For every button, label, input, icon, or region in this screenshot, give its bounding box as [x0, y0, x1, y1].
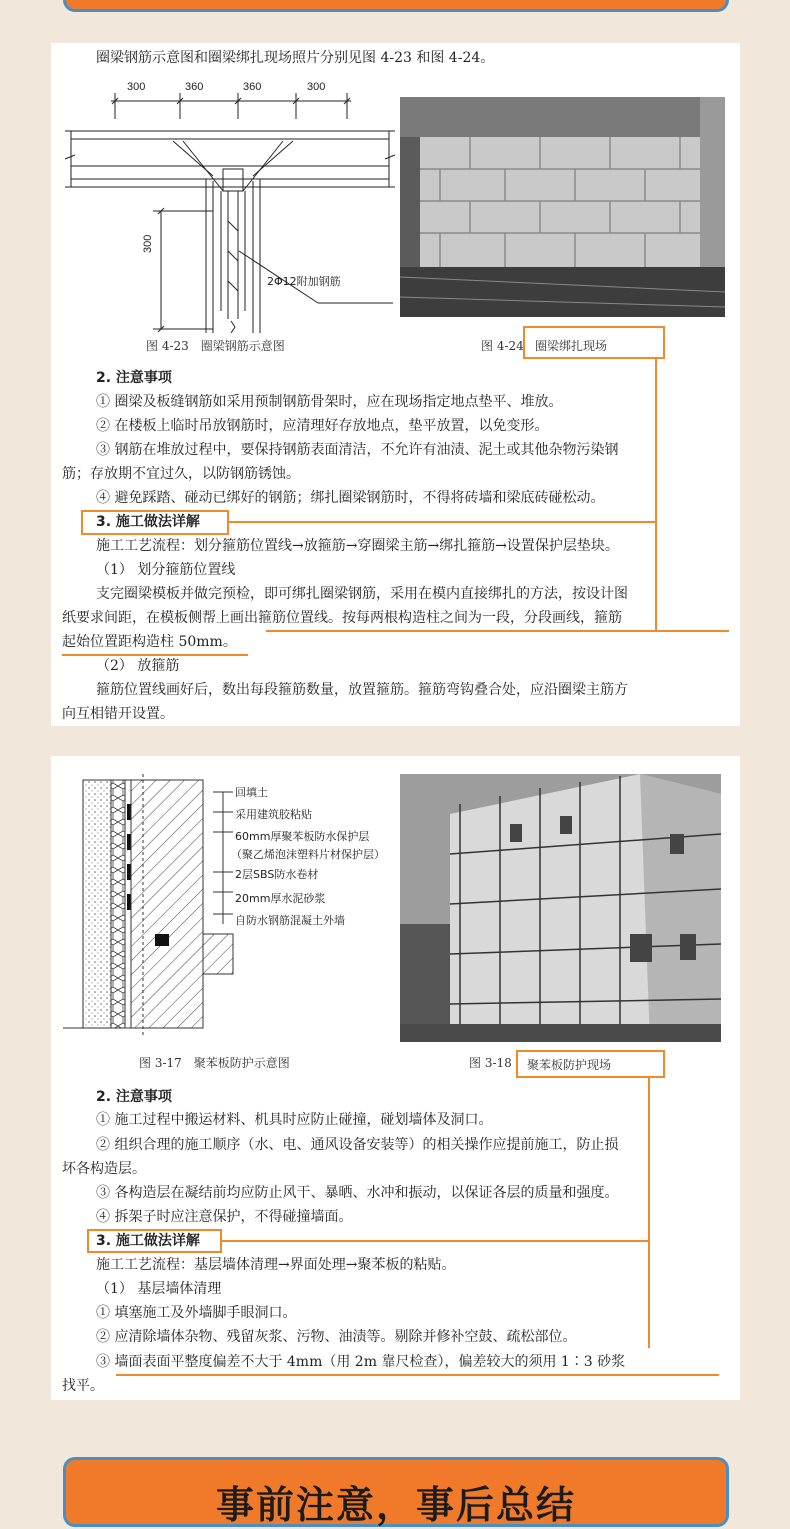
note2-line-3: 坏各构造层。: [62, 1161, 146, 1177]
layer-label-backfill: 回填土: [235, 786, 268, 799]
highlight-connector-vertical: [655, 359, 657, 631]
method-line-3: 支完圈梁模板并做完预检，即可绑扎圈梁钢筋，采用在模内直接绑扎的方法，按设计图: [96, 586, 628, 602]
note-line-5: ④ 避免踩踏、碰动已绑好的钢筋；绑扎圈梁钢筋时，不得将砖墙和梁底砖碰松动。: [96, 490, 605, 506]
fig-4-24-number: 图 4-24: [481, 339, 524, 353]
method-line-4: 纸要求间距，在模板侧帮上画出箍筋位置线。按每两根构造柱之间为一段，分段画线，箍筋: [62, 610, 622, 626]
method-line-6: （2） 放箍筋: [96, 658, 180, 674]
method2-line-6: 找平。: [62, 1378, 104, 1394]
note2-line-1: ① 施工过程中搬运材料、机具时应防止碰撞，碰划墙体及洞口。: [96, 1112, 493, 1128]
banner-title: 事前注意，事后总结: [215, 1483, 576, 1527]
highlight-connector: [222, 1240, 648, 1242]
vertical-dim-label: 300: [142, 234, 154, 253]
text-underline: [266, 630, 729, 632]
highlight-connector: [229, 521, 655, 523]
note-line-2: ② 在楼板上临时吊放钢筋时，应清理好存放地点，垫平放置，以免变形。: [96, 418, 549, 434]
method-line-5: 起始位置距构造柱 50mm。: [62, 634, 237, 650]
intro-text: 圈梁钢筋示意图和圈梁绑扎现场照片分别见图 4-23 和图 4-24。: [96, 50, 495, 66]
fig-3-17-caption: 图 3-17 聚苯板防护示意图: [139, 1056, 290, 1070]
method-line-8: 向互相错开设置。: [62, 706, 174, 722]
note2-line-2: ② 组织合理的施工顺序（水、电、通风设备安装等）的相关操作应提前施工，防止损: [96, 1137, 619, 1153]
note-line-4: 筋；存放期不宜过久，以防钢筋锈蚀。: [62, 466, 300, 482]
method2-line-5: ③ 墙面表面平整度偏差不大于 4mm（用 2m 靠尺检查），偏差较大的须用 1∶3 砂浆: [96, 1354, 626, 1370]
layer-label-wall: 自防水钢筋混凝土外墙: [235, 914, 345, 927]
dim-label-4: 300: [307, 81, 326, 93]
dim-label-2: 360: [185, 81, 204, 93]
layer-label-glue: 采用建筑胶粘贴: [235, 808, 312, 821]
ring-beam-rebar-diagram: [63, 71, 403, 333]
bottom-banner: [63, 1457, 729, 1527]
method-line-7: 箍筋位置线画好后，数出每段箍筋数量，放置箍筋。箍筋弯钩叠合处，应沿圈梁主筋方: [96, 682, 628, 698]
ring-beam-site-photo: [400, 97, 725, 317]
dim-label-3: 360: [243, 81, 262, 93]
method-heading: 3. 施工做法详解: [96, 514, 200, 530]
method-line-1: 施工工艺流程：划分箍筋位置线→放箍筋→穿圈梁主筋→绑扎箍筋→设置保护层垫块。: [96, 538, 619, 554]
text-underline: [62, 654, 248, 656]
fig-3-18-number: 图 3-18: [469, 1056, 512, 1070]
method-line-2: （1） 划分箍筋位置线: [96, 562, 236, 578]
notes-heading: 2. 注意事项: [96, 370, 172, 386]
layer-label-eps: 60mm厚聚苯板防水保护层: [235, 830, 370, 843]
note2-line-4: ③ 各构造层在凝结前均应防止风干、暴晒、水冲和振动，以保证各层的质量和强度。: [96, 1185, 619, 1201]
note-line-3: ③ 钢筋在堆放过程中，要保持钢筋表面清洁，不允许有油渍、泥土或其他杂物污染钢: [96, 442, 619, 458]
layer-label-mortar: 20mm厚水泥砂浆: [235, 892, 326, 905]
fig-4-23-caption: 图 4-23 圈梁钢筋示意图: [146, 339, 285, 353]
document-page-eps-board: [51, 756, 740, 1400]
method2-line-1: 施工工艺流程：基层墙体清理→界面处理→聚苯板的粘贴。: [96, 1257, 456, 1273]
text-underline: [116, 1374, 719, 1376]
fig-3-18-label: 聚苯板防护现场: [527, 1058, 612, 1072]
note-line-1: ① 圈梁及板缝钢筋如采用预制钢筋骨架时，应在现场指定地点垫平、堆放。: [96, 394, 563, 410]
eps-board-site-photo: [400, 774, 721, 1042]
method2-line-4: ② 应清除墙体杂物、残留灰浆、污物、油渍等。剔除并修补空鼓、疏松部位。: [96, 1329, 577, 1345]
highlight-connector-vertical: [648, 1078, 650, 1348]
layer-label-sbs: 2层SBS防水卷材: [235, 868, 319, 881]
document-page-rebar: [51, 43, 740, 726]
method2-line-3: ① 填塞施工及外墙脚手眼洞口。: [96, 1305, 297, 1321]
rebar-callout-label: 2Φ12附加钢筋: [267, 275, 341, 288]
fig-4-24-label: 圈梁绑扎现场: [535, 339, 608, 353]
note2-line-5: ④ 拆架子时应注意保护，不得碰撞墙面。: [96, 1209, 353, 1225]
notes-heading-2: 2. 注意事项: [96, 1089, 172, 1105]
eps-protection-diagram: [63, 774, 235, 1036]
method2-line-2: （1） 基层墙体清理: [96, 1281, 222, 1297]
top-banner: [63, 0, 729, 12]
dim-label-1: 300: [127, 81, 146, 93]
layer-label-pe-foam: （聚乙烯泡沫塑料片材保护层）: [231, 848, 385, 861]
method-heading-2: 3. 施工做法详解: [96, 1233, 200, 1249]
